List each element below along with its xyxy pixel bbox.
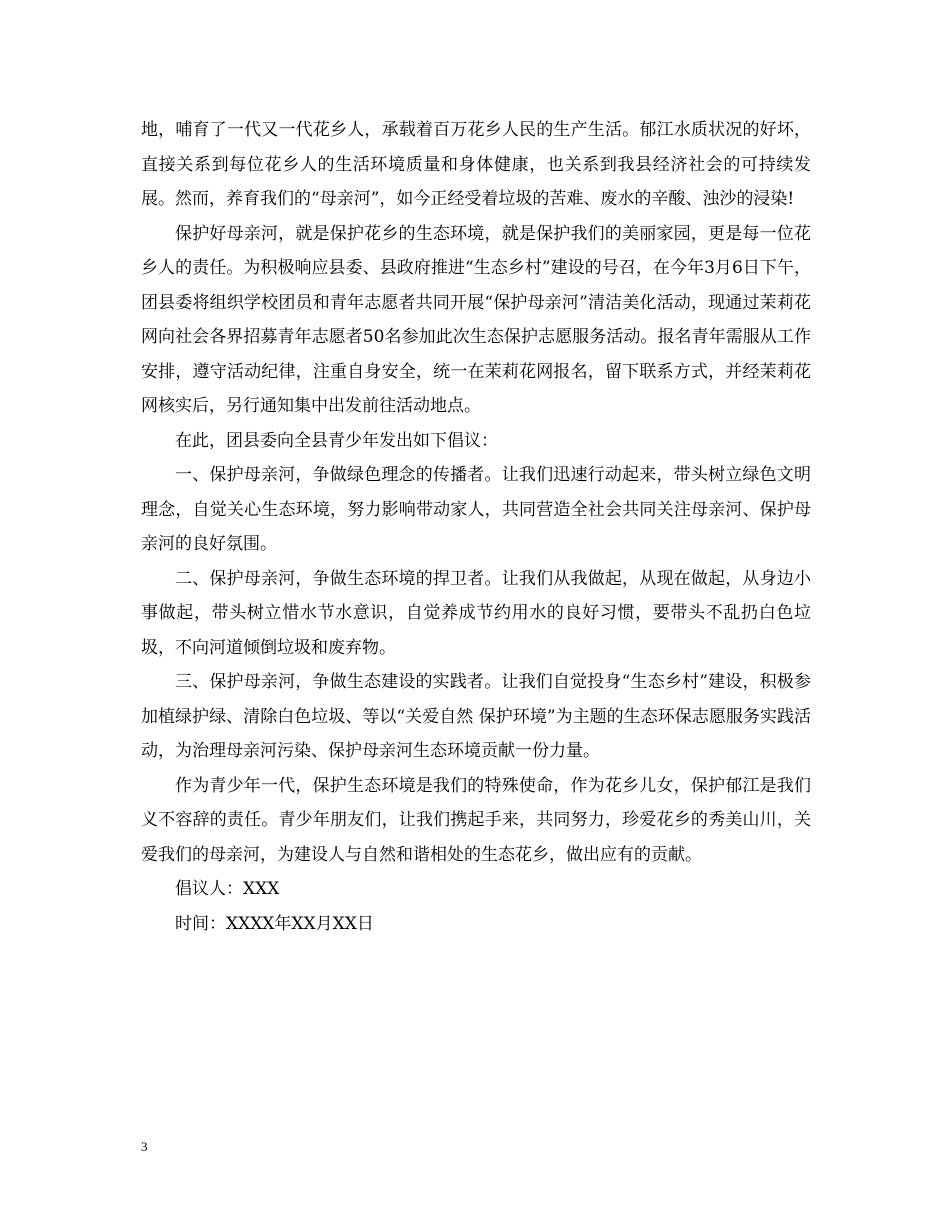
initiator-line: 倡议人：XXX [175, 879, 280, 899]
paragraph-initiative-intro: 在此，团县委向全县青少年发出如下倡议： [175, 430, 498, 451]
paragraph-initiative-one: 一、保护母亲河，争做绿色理念的传播者。让我们迅速行动起来，带头树立绿色文明理念，自觉关心生态环境，努力影响带动家人，共同营造全社会共同关注母亲河、保护母亲河的良好氛围。 [141, 465, 811, 554]
paragraph-continued: 地，哺育了一代又一代花乡人，承载着百万花乡人民的生产生活。郁江水质状况的好坏，直接关系到每位花乡人的生活环境质量和身体健康，也关系到我县经济社会的可持续发展。然而，养育我们的“母亲河”，如今正经受着垃圾的苦难、废水的辛酸、浊沙的浸染! [141, 120, 811, 209]
date-line: 时间：XXXX年XX月XX日 [175, 913, 374, 934]
page-number: 3 [141, 1139, 148, 1154]
paragraph-closing: 作为青少年一代，保护生态环境是我们的特殊使命，作为花乡儿女，保护郁江是我们义不容辞的责任。青少年朋友们，让我们携起手来，共同努力，珍爱花乡的秀美山川，关爱我们的母亲河，为建设人与自然和谐相处的生态花乡，做出应有的贡献。 [141, 775, 811, 865]
document-body [141, 113, 811, 941]
paragraph-initiative-three: 三、保护母亲河，争做生态建设的实践者。让我们自觉投身“生态乡村”建设，积极参加植绿护绿、清除白色垃圾、等以“关爱自然 保护环境”为主题的生态环保志愿服务实践活动，为治理母亲河污染、保护母亲河生态环境贡献一份力量。 [141, 672, 811, 761]
paragraph-protect-river: 保护好母亲河，就是保护花乡的生态环境，就是保护我们的美丽家园，更是每一位花乡人的责任。为积极响应县委、县政府推进“生态乡村”建设的号召，在今年3月6日下午，团县委将组织学校团员和青年志愿者共同开展“保护母亲河”清洁美化活动，现通过茉莉花网向社会各界招募青年志愿者50名参加此次生态保护志愿服务活动。报名青年需服从工作安排，遵守活动纪律，注重自身安全，统一在茉莉花网报名，留下联系方式，并经茉莉花网核实后，另行通知集中出发前往活动地点。 [141, 223, 811, 416]
paragraph-initiative-two: 二、保护母亲河，争做生态环境的捍卫者。让我们从我做起，从现在做起，从身边小事做起，带头树立惜水节水意识，自觉养成节约用水的良好习惯，要带头不乱扔白色垃圾，不向河道倾倒垃圾和废弃物。 [141, 568, 811, 658]
